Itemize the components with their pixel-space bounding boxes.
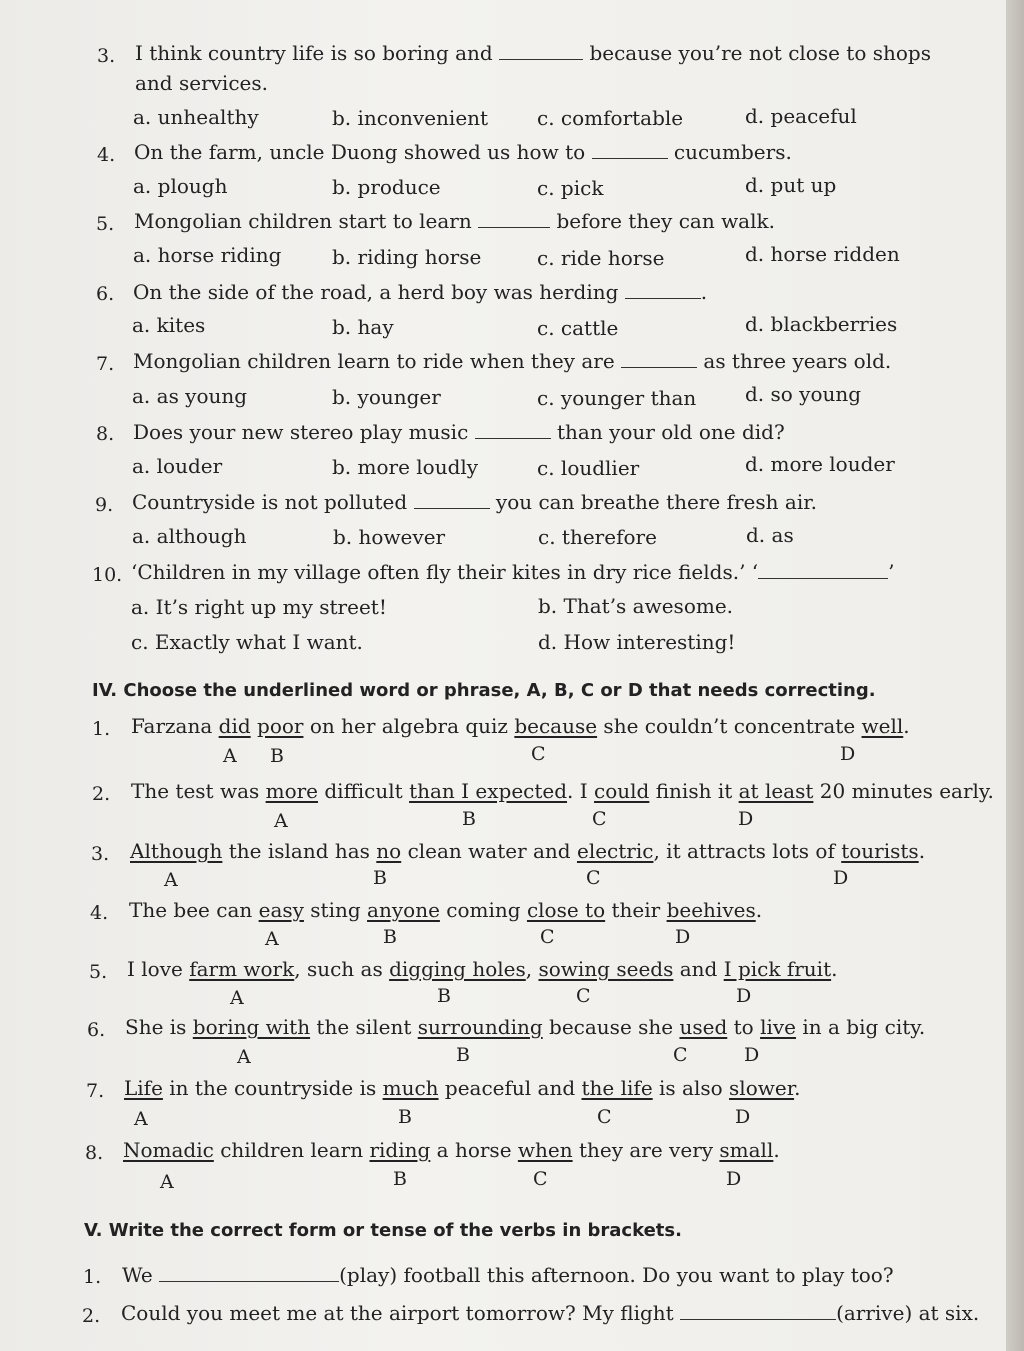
label-b: B <box>270 745 284 767</box>
option-c[interactable]: c. loudlier <box>537 456 640 480</box>
question-stem-end: you can breathe there fresh air. <box>495 490 817 514</box>
label-c: C <box>533 1168 548 1190</box>
question-stem: On the side of the road, a herd boy was herding <box>133 280 619 304</box>
question-number: 3. <box>97 45 116 67</box>
question-number: 6. <box>96 283 115 305</box>
sentence-number: 3. <box>91 843 110 865</box>
item-number: 1. <box>83 1266 102 1288</box>
underlined-c[interactable]: used <box>679 1015 728 1039</box>
question-text <box>132 489 817 515</box>
underlined-c[interactable]: could <box>594 779 650 803</box>
sentence-number: 7. <box>86 1080 105 1102</box>
question-stem-end: ’ <box>888 560 895 584</box>
error-sentence: Although the island has no clean water and electric, it attracts lots of tourists. <box>130 839 926 863</box>
label-b: B <box>373 867 387 889</box>
label-c: C <box>673 1044 688 1066</box>
option-b[interactable]: b. hay <box>332 315 394 339</box>
question-number: 10. <box>92 564 123 586</box>
underlined-a[interactable]: farm work <box>189 957 295 981</box>
label-b: B <box>456 1044 470 1066</box>
answer-blank[interactable] <box>621 349 697 368</box>
question-number: 5. <box>96 213 115 235</box>
sentence-number: 6. <box>87 1019 106 1041</box>
question-stem: Mongolian children start to learn <box>134 209 472 233</box>
question-stem: Does your new stereo play music <box>133 420 469 444</box>
label-c: C <box>576 985 591 1007</box>
label-d: D <box>833 867 849 889</box>
underlined-d[interactable]: slower <box>729 1076 795 1100</box>
underlined-b[interactable]: anyone <box>367 898 440 922</box>
underlined-b[interactable]: no <box>376 839 402 863</box>
label-a: A <box>265 928 279 950</box>
item-stem-end: (arrive) at six. <box>836 1301 980 1325</box>
label-c: C <box>592 808 607 830</box>
option-b[interactable]: b. produce <box>332 175 441 199</box>
option-a[interactable]: a. It’s right up my street! <box>131 595 387 619</box>
underlined-b[interactable]: much <box>382 1076 439 1100</box>
question-stem-end: because you’re not close to shops <box>589 41 931 65</box>
question-number: 7. <box>96 353 115 375</box>
option-d[interactable]: d. horse ridden <box>745 242 900 266</box>
underlined-d[interactable]: I pick fruit <box>723 957 832 981</box>
underlined-c[interactable]: close to <box>526 898 606 922</box>
item-stem-end: (play) football this afternoon. Do you want to play too? <box>339 1263 894 1287</box>
error-sentence: I love farm work, such as digging holes, sowing seeds and I pick fruit. <box>127 957 838 981</box>
sentence-number: 1. <box>92 718 111 740</box>
question-stem: On the farm, uncle Duong showed us how to <box>134 140 586 164</box>
label-d: D <box>744 1044 760 1066</box>
label-b: B <box>393 1168 407 1190</box>
question-number: 9. <box>95 494 114 516</box>
option-d[interactable]: d. as <box>746 523 794 547</box>
label-c: C <box>597 1106 612 1128</box>
option-a[interactable]: a. as young <box>132 384 248 408</box>
label-c: C <box>540 926 555 948</box>
error-sentence: The test was more difficult than I expected. I could finish it at least 20 minutes early. <box>131 779 994 803</box>
answer-blank[interactable] <box>625 280 701 299</box>
option-d[interactable]: d. put up <box>745 173 837 197</box>
error-sentence: Farzana did poor on her algebra quiz because she couldn’t concentrate well. <box>131 714 910 738</box>
underlined-b[interactable]: surrounding <box>417 1015 543 1039</box>
underlined-d[interactable]: at least <box>738 779 814 803</box>
underlined-d[interactable]: live <box>760 1015 796 1039</box>
option-b[interactable]: b. inconvenient <box>332 106 489 130</box>
option-d[interactable]: d. so young <box>745 382 862 406</box>
question-number: 8. <box>96 423 115 445</box>
option-a[interactable]: a. kites <box>132 313 206 337</box>
option-c[interactable]: c. cattle <box>537 316 619 340</box>
question-stem-end: . <box>700 280 708 304</box>
label-c: C <box>531 743 546 765</box>
option-a[interactable]: a. louder <box>132 454 223 478</box>
answer-blank[interactable] <box>680 1301 836 1320</box>
underlined-d[interactable]: small <box>719 1138 774 1162</box>
question-number: 4. <box>97 144 116 166</box>
error-sentence: Nomadic children learn riding a horse when they are very small. <box>123 1138 780 1162</box>
option-d[interactable]: d. peaceful <box>745 104 857 128</box>
question-text <box>133 348 891 374</box>
label-b: B <box>398 1106 412 1128</box>
question-text-line2: and services. <box>135 71 268 95</box>
label-d: D <box>840 743 856 765</box>
underlined-d[interactable]: beehives <box>666 898 756 922</box>
label-a: A <box>274 810 288 832</box>
page-edge-shadow <box>1006 0 1024 1351</box>
underlined-c[interactable]: sowing seeds <box>538 957 674 981</box>
question-stem-end: as three years old. <box>703 349 892 373</box>
question-text <box>133 419 785 445</box>
option-c[interactable]: c. pick <box>537 176 604 200</box>
option-c[interactable]: c. comfortable <box>537 106 684 130</box>
question-text <box>134 139 792 165</box>
label-a: A <box>160 1171 174 1193</box>
label-a: A <box>164 869 178 891</box>
question-text <box>135 40 931 66</box>
option-a[interactable]: a. unhealthy <box>133 105 259 129</box>
underlined-c[interactable]: electric <box>576 839 654 863</box>
question-text <box>134 208 775 234</box>
verb-item <box>122 1262 894 1288</box>
underlined-c[interactable]: the life <box>581 1076 653 1100</box>
option-c[interactable]: c. Exactly what I want. <box>131 630 363 654</box>
item-stem: We <box>122 1263 153 1287</box>
answer-blank[interactable] <box>592 140 668 159</box>
option-c[interactable]: c. younger than <box>537 386 697 410</box>
question-stem: Countryside is not polluted <box>132 490 408 514</box>
item-number: 2. <box>82 1305 101 1327</box>
option-c[interactable]: c. ride horse <box>537 246 665 270</box>
label-b: B <box>462 808 476 830</box>
label-a: A <box>223 745 237 767</box>
underlined-b[interactable]: digging holes <box>389 957 526 981</box>
underlined-c[interactable]: when <box>517 1138 573 1162</box>
sentence-number: 2. <box>92 783 111 805</box>
underlined-a[interactable]: Nomadic <box>123 1138 214 1162</box>
option-d[interactable]: d. more louder <box>745 452 895 476</box>
sentence-number: 5. <box>89 961 108 983</box>
label-d: D <box>675 926 691 948</box>
item-stem: Could you meet me at the airport tomorrow? My flight <box>121 1301 674 1325</box>
underlined-a[interactable]: easy <box>258 898 304 922</box>
answer-blank[interactable] <box>414 490 490 509</box>
question-stem-end: cucumbers. <box>673 140 792 164</box>
label-a: A <box>230 987 244 1009</box>
label-b: B <box>383 926 397 948</box>
answer-blank[interactable] <box>159 1263 339 1282</box>
option-b[interactable]: b. riding horse <box>332 245 482 269</box>
option-c[interactable]: c. therefore <box>538 525 657 549</box>
underlined-a[interactable]: Life <box>124 1076 163 1100</box>
option-b[interactable]: b. however <box>333 525 446 549</box>
label-c: C <box>586 867 601 889</box>
verb-item <box>121 1300 979 1326</box>
label-b: B <box>437 985 451 1007</box>
answer-blank[interactable] <box>478 209 550 228</box>
label-d: D <box>738 808 754 830</box>
option-d[interactable]: d. How interesting! <box>538 630 736 654</box>
label-d: D <box>735 1106 751 1128</box>
question-stem-end: than your old one did? <box>557 420 785 444</box>
option-d[interactable]: d. blackberries <box>745 312 898 336</box>
option-b[interactable]: b. younger <box>332 385 441 409</box>
question-stem: Mongolian children learn to ride when they are <box>133 349 615 373</box>
option-b[interactable]: b. That’s awesome. <box>538 594 734 618</box>
option-a[interactable]: a. plough <box>133 174 228 198</box>
sentence-number: 8. <box>85 1142 104 1164</box>
question-stem-end: before they can walk. <box>556 209 775 233</box>
option-b[interactable]: b. more loudly <box>332 455 479 479</box>
underlined-d[interactable]: tourists <box>841 839 919 863</box>
section-heading-iv: IV. Choose the underlined word or phrase, A, B, C or D that needs correcting. <box>92 680 876 701</box>
underlined-d[interactable]: well <box>861 714 904 738</box>
option-a[interactable]: a. although <box>132 524 247 548</box>
sentence-number: 4. <box>90 902 109 924</box>
underlined-a[interactable]: did <box>218 714 251 738</box>
section-heading-v: V. Write the correct form or tense of the verbs in brackets. <box>84 1220 682 1241</box>
question-text <box>131 559 895 585</box>
underlined-a[interactable]: more <box>265 779 319 803</box>
answer-blank[interactable] <box>758 560 888 579</box>
option-a[interactable]: a. horse riding <box>133 243 282 267</box>
underlined-b[interactable]: poor <box>257 714 304 738</box>
label-a: A <box>237 1046 251 1068</box>
error-sentence: She is boring with the silent surrounding because she used to live in a big city. <box>125 1015 926 1039</box>
error-sentence: Life in the countryside is much peaceful and the life is also slower. <box>124 1076 801 1100</box>
question-text <box>133 279 707 305</box>
question-stem: ‘Children in my village often fly their kites in dry rice fields.’ ‘ <box>131 560 759 584</box>
label-d: D <box>726 1168 742 1190</box>
underlined-a[interactable]: Although <box>130 839 223 863</box>
label-a: A <box>134 1108 148 1130</box>
answer-blank[interactable] <box>475 420 551 439</box>
underlined-a[interactable]: boring with <box>192 1015 311 1039</box>
error-sentence: The bee can easy sting anyone coming close to their beehives. <box>129 898 763 922</box>
underlined-b[interactable]: than I expected <box>409 779 568 803</box>
answer-blank[interactable] <box>499 41 583 60</box>
underlined-b[interactable]: riding <box>369 1138 431 1162</box>
question-stem: I think country life is so boring and <box>135 41 493 65</box>
label-d: D <box>736 985 752 1007</box>
underlined-c[interactable]: because <box>514 714 598 738</box>
